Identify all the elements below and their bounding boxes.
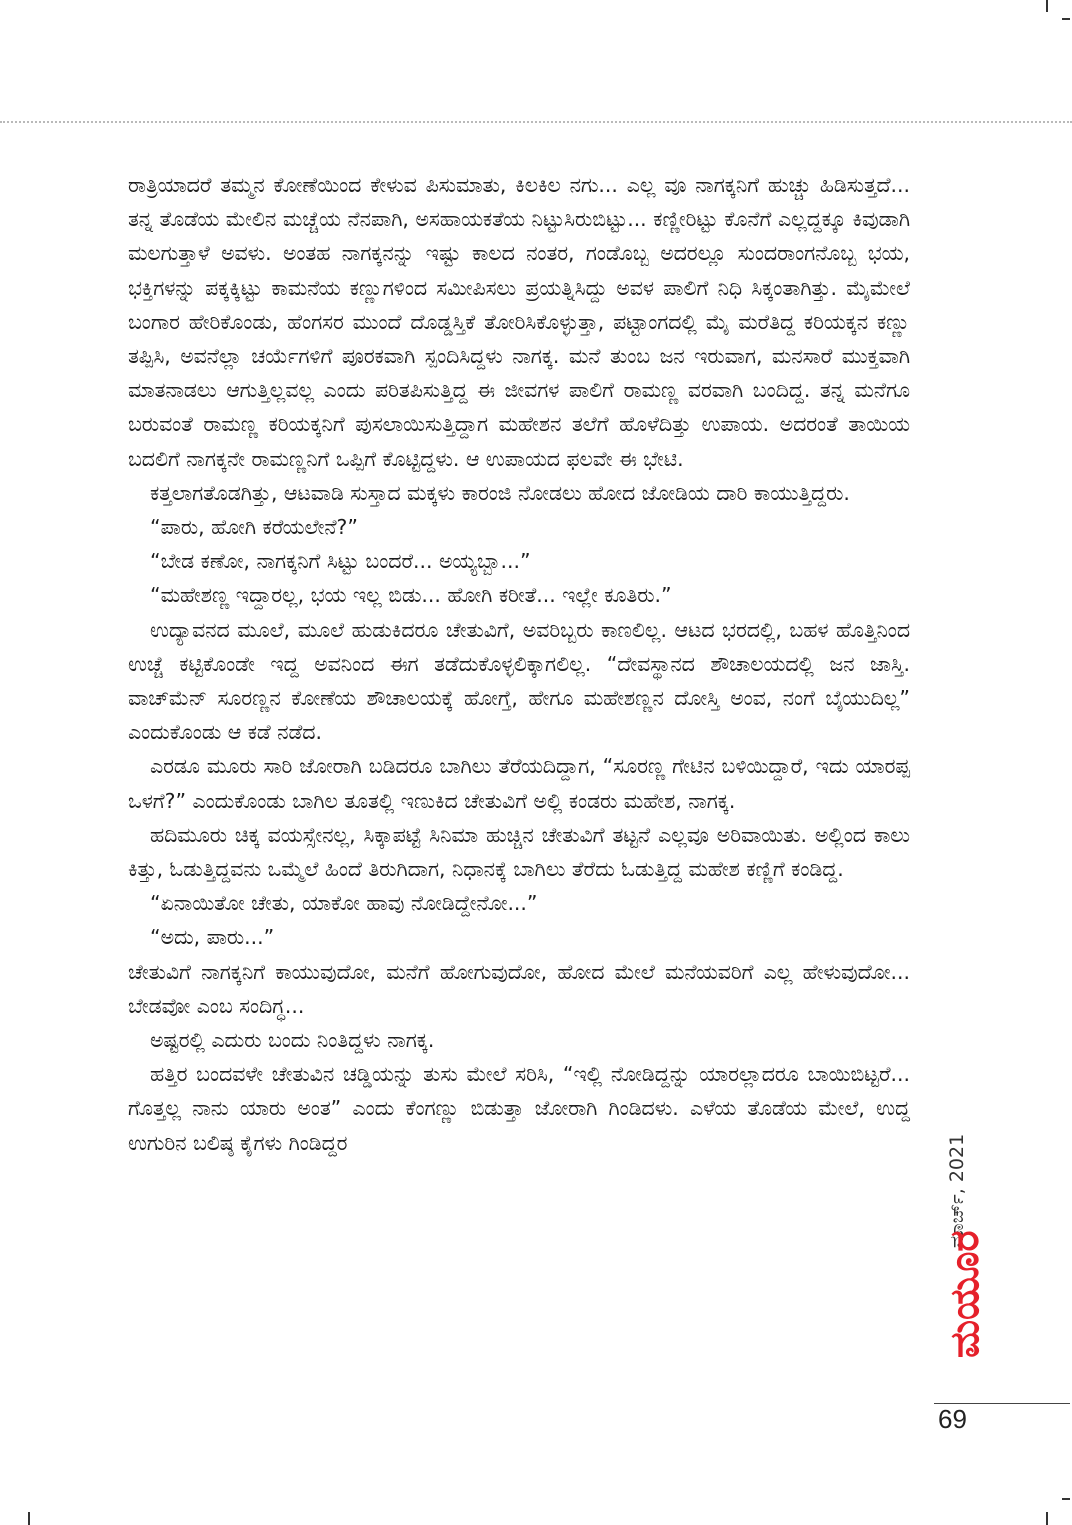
paragraph: ರಾತ್ರಿಯಾದರೆ ತಮ್ಮನ ಕೋಣೆಯಿಂದ ಕೇಳುವ ಪಿಸುಮಾತು, ಕಿಲಕಿಲ ನಗು... ಎಲ್ಲ ವೂ ನಾಗಕ್ಕನಿಗೆ ಹುಚ್ಚು ಹಿಡಿಸುತ್ತದೆ... ತನ್ನ ತೊಡೆಯ ಮೇಲಿನ ಮಚ್ಚೆಯ ನೆನಪಾಗಿ, ಅಸಹಾಯಕತೆಯ ನಿಟ್ಟುಸಿರುಬಿಟ್ಟು... ಕಣ್ಣೀರಿಟ್ಟು ಕೊನೆಗೆ ಎಲ್ಲದ್ದಕ್ಕೂ ಕಿವುಡಾಗಿ ಮಲಗುತ್ತಾಳೆ ಅವಳು. ಅಂತಹ ನಾಗಕ್ಕನನ್ನು ಇಷ್ಟು ಕಾಲದ ನಂತರ, ಗಂಡೊಬ್ಬ ಅದರಲ್ಲೂ ಸುಂದರಾಂಗನೊಬ್ಬ ಭಯ, ಭಕ್ತಿಗಳನ್ನು ಪಕ್ಕಕ್ಕಿಟ್ಟು ಕಾಮನೆಯ ಕಣ್ಣುಗಳಿಂದ ಸಮೀಪಿಸಲು ಪ್ರಯತ್ನಿಸಿದ್ದು ಅವಳ ಪಾಲಿಗೆ ನಿಧಿ ಸಿಕ್ಕಂತಾಗಿತ್ತು. ಮೈಮೇಲೆ ಬಂಗಾರ ಹೇರಿಕೊಂಡು, ಹೆಂಗಸರ ಮುಂದೆ ದೊಡ್ಡಸ್ತಿಕೆ ತೋರಿಸಿಕೊಳ್ಳುತ್ತಾ, ಪಟ್ಟಾಂಗದಲ್ಲಿ ಮೈ ಮರೆತಿದ್ದ ಕರಿಯಕ್ಕನ ಕಣ್ಣು ತಪ್ಪಿಸಿ, ಅವನೆಲ್ಲಾ ಚರ್ಯೆಗಳಿಗೆ ಪೂರಕವಾಗಿ ಸ್ಪಂದಿಸಿದ್ದಳು ನಾಗಕ್ಕ. ಮನೆ ತುಂಬ ಜನ ಇರುವಾಗ, ಮನಸಾರೆ ಮುಕ್ತವಾಗಿ ಮಾತನಾಡಲು ಆಗುತ್ತಿಲ್ಲವಲ್ಲ ಎಂದು ಪರಿತಪಿಸುತ್ತಿದ್ದ ಈ ಜೀವಗಳ ಪಾಲಿಗೆ ರಾಮಣ್ಣ ವರವಾಗಿ ಬಂದಿದ್ದ. ತನ್ನ ಮನೆಗೂ ಬರುವಂತೆ ರಾಮಣ್ಣ ಕರಿಯಕ್ಕನಿಗೆ ಪುಸಲಾಯಿಸುತ್ತಿದ್ದಾಗ ಮಹೇಶನ ತಲೆಗೆ ಹೊಳೆದಿತ್ತು ಉಪಾಯ. ಅದರಂತೆ ತಾಯಿಯ ಬದಲಿಗೆ ನಾಗಕ್ಕನೇ ರಾಮಣ್ಣನಿಗೆ ಒಪ್ಪಿಗೆ ಕೊಟ್ಟಿದ್ದಳು. ಆ ಉಪಾಯದ ಫಲವೇ ಈ ಭೇಟಿ. <box>128 173 910 471</box>
dialogue-line: “ಬೇಡ ಕಣೋ, ನಾಗಕ್ಕನಿಗೆ ಸಿಟ್ಟು ಬಂದರೆ... ಅಯ್ಯಬ್ಬಾ...” <box>150 549 531 574</box>
page-number: 69 <box>938 1404 967 1434</box>
crop-mark-bottom-right <box>1046 1512 1048 1525</box>
paragraph: ಹತ್ತಿರ ಬಂದವಳೇ ಚೇತುವಿನ ಚಡ್ಡಿಯನ್ನು ತುಸು ಮೇಲೆ ಸರಿಸಿ, “ಇಲ್ಲಿ ನೋಡಿದ್ದನ್ನು ಯಾರಲ್ಲಾದರೂ ಬಾಯಿಬಿಟ್ಟರೆ... ಗೊತ್ತಲ್ಲ ನಾನು ಯಾರು ಅಂತ” ಎಂದು ಕೆಂಗಣ್ಣು ಬಿಡುತ್ತಾ ಜೋರಾಗಿ ಗಿಂಡಿದಳು. ಎಳೆಯ ತೊಡೆಯ ಮೇಲೆ, ಉದ್ದ ಉಗುರಿನ ಬಲಿಷ್ಠ ಕೈಗಳು ಗಿಂಡಿದ್ದರ <box>128 1062 910 1155</box>
paragraph: ಕತ್ತಲಾಗತೊಡಗಿತ್ತು, ಆಟವಾಡಿ ಸುಸ್ತಾದ ಮಕ್ಕಳು ಕಾರಂಜಿ ನೋಡಲು ಹೋದ ಜೋಡಿಯ ದಾರಿ ಕಾಯುತ್ತಿದ್ದರು. <box>150 480 850 505</box>
magazine-logo-text: ಮಯೂರ <box>942 1230 988 1358</box>
paragraph: ಚೇತುವಿಗೆ ನಾಗಕ್ಕನಿಗೆ ಕಾಯುವುದೋ, ಮನೆಗೆ ಹೋಗುವುದೋ, ಹೋದ ಮೇಲೆ ಮನೆಯವರಿಗೆ ಎಲ್ಲ ಹೇಳುವುದೋ... ಬೇಡವೋ ಎಂಬ ಸಂದಿಗ್ಧ... <box>128 959 910 1018</box>
paragraph: ಅಷ್ಟರಲ್ಲಿ ಎದುರು ಬಂದು ನಿಂತಿದ್ದಳು ನಾಗಕ್ಕ. <box>150 1028 435 1053</box>
header-dotted-rule <box>0 121 1072 123</box>
crop-mark-bottom-left <box>28 1512 30 1525</box>
paragraph: ಹದಿಮೂರು ಚಿಕ್ಕ ವಯಸ್ಸೇನಲ್ಲ, ಸಿಕ್ಕಾಪಟ್ಟೆ ಸಿನಿಮಾ ಹುಚ್ಚಿನ ಚೇತುವಿಗೆ ತಟ್ಟನೆ ಎಲ್ಲವೂ ಅರಿವಾಯಿತು. ಅಲ್ಲಿಂದ ಕಾಲು ಕಿತ್ತು, ಓಡುತ್ತಿದ್ದವನು ಒಮ್ಮೆಲೆ ಹಿಂದೆ ತಿರುಗಿದಾಗ, ನಿಧಾನಕ್ಕೆ ಬಾಗಿಲು ತೆರೆದು ಓಡುತ್ತಿದ್ದ ಮಹೇಶ ಕಣ್ಣಿಗೆ ಕಂಡಿದ್ದ. <box>128 822 910 882</box>
magazine-logo <box>942 1230 988 1359</box>
dialogue-line: “ಪಾರು, ಹೋಗಿ ಕರೆಯಲೇನೆ?” <box>150 515 358 540</box>
issue-date: ಮಾರ್ಚ್, 2021 <box>946 1133 968 1248</box>
dialogue-line: “ಮಹೇಶಣ್ಣ ಇದ್ದಾರಲ್ಲ, ಭಯ ಇಲ್ಲ ಬಿಡು... ಹೋಗಿ ಕರೀತೆ... ಇಲ್ಲೇ ಕೂತಿರು.” <box>150 583 672 608</box>
paragraph: ಎರಡೂ ಮೂರು ಸಾರಿ ಜೋರಾಗಿ ಬಡಿದರೂ ಬಾಗಿಲು ತೆರೆಯದಿದ್ದಾಗ, “ಸೂರಣ್ಣ ಗೇಟಿನ ಬಳಿಯಿದ್ದಾರೆ, ಇದು ಯಾರಪ್ಪ ಒಳಗೆ?” ಎಂದುಕೊಂಡು ಬಾಗಿಲ ತೂತಲ್ಲಿ ಇಣುಕಿದ ಚೇತುವಿಗೆ ಅಲ್ಲಿ ಕಂಡರು ಮಹೇಶ, ನಾಗಕ್ಕ. <box>128 754 910 813</box>
article-body <box>128 168 910 1160</box>
paragraph: ಉದ್ಯಾವನದ ಮೂಲೆ, ಮೂಲೆ ಹುಡುಕಿದರೂ ಚೇತುವಿಗೆ, ಅವರಿಬ್ಬರು ಕಾಣಲಿಲ್ಲ. ಆಟದ ಭರದಲ್ಲಿ, ಬಹಳ ಹೊತ್ತಿನಿಂದ ಉಚ್ಚೆ ಕಟ್ಟಿಕೊಂಡೇ ಇದ್ದ ಅವನಿಂದ ಈಗ ತಡೆದುಕೊಳ್ಳಲಿಕ್ಕಾಗಲಿಲ್ಲ. “ದೇವಸ್ಥಾನದ ಶೌಚಾಲಯದಲ್ಲಿ ಜನ ಜಾಸ್ತಿ. ವಾಚ್‌ಮೆನ್ ಸೂರಣ್ಣನ ಕೋಣೆಯ ಶೌಚಾಲಯಕ್ಕೆ ಹೋಗ್ತೆ, ಹೇಗೂ ಮಹೇಶಣ್ಣನ ದೋಸ್ತಿ ಅಂವ, ನಂಗೆ ಬೈಯುದಿಲ್ಲ” ಎಂದುಕೊಂಡು ಆ ಕಡೆ ನಡೆದ. <box>128 617 910 745</box>
dialogue-line: “ಅದು, ಪಾರು...” <box>150 925 275 950</box>
dialogue-line: “ಏನಾಯಿತೋ ಚೇತು, ಯಾಕೋ ಹಾವು ನೋಡಿದ್ದೇನೋ...” <box>150 891 538 916</box>
crop-mark-bottom-right-edge <box>1062 1498 1070 1500</box>
crop-mark-top-right <box>1046 0 1048 12</box>
crop-mark-top-right-edge <box>1062 18 1070 20</box>
